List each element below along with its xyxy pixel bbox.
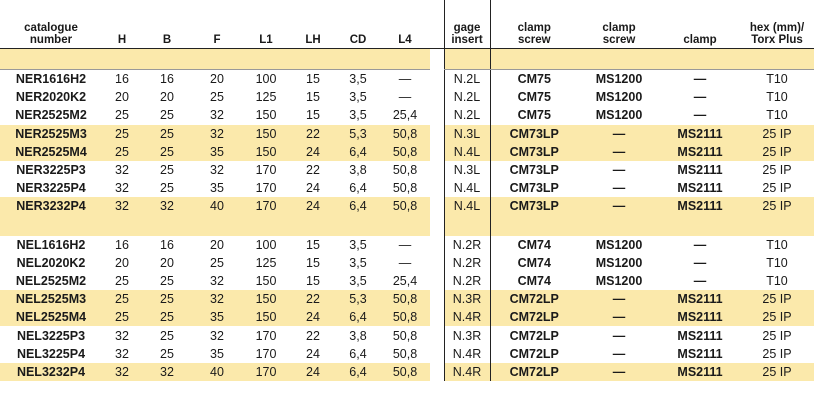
l1-value: 150	[242, 143, 290, 161]
h-value: 32	[102, 363, 142, 381]
spacer-cell	[740, 49, 814, 70]
hex-torx: 25 IP	[740, 363, 814, 381]
spacer-cell	[192, 49, 242, 70]
lh-value: 22	[306, 163, 320, 178]
gap	[430, 143, 444, 161]
l4-value: 50,8	[380, 125, 430, 143]
gap	[430, 125, 444, 143]
catalogue-number: NEL2525M4	[0, 308, 102, 326]
cd-value: 6,4	[336, 363, 380, 381]
gap	[430, 106, 444, 124]
clamp-screw-1: CM73LP	[490, 161, 578, 179]
catalogue-number: NER2525M4	[0, 143, 102, 161]
clamp-screw-1: CM72LP	[490, 363, 578, 381]
spacer-cell	[142, 216, 192, 236]
catalogue-number: NER3232P4	[0, 197, 102, 215]
f-value: 40	[192, 363, 242, 381]
clamp-screw-2: —	[612, 346, 626, 361]
gap	[430, 161, 444, 179]
catalogue-number: NEL1616H2	[16, 237, 86, 252]
hex-torx: 25 IP	[762, 181, 792, 196]
hex-torx: 25 IP	[762, 163, 792, 178]
catalogue-number: NEL2525M2	[15, 273, 87, 288]
catalogue-number: NER2525M3	[0, 125, 102, 143]
spacer-cell	[142, 49, 192, 70]
f-value: 32	[210, 328, 224, 343]
spacer-cell	[660, 216, 740, 236]
cd-value: 6,4	[336, 143, 380, 161]
spacer-cell	[102, 49, 142, 70]
b-value: 32	[142, 197, 192, 215]
lh-value: 15	[306, 273, 320, 288]
spacer-cell	[242, 49, 290, 70]
gage-insert: N.2R	[444, 254, 490, 272]
gap	[430, 70, 444, 89]
table-row	[0, 345, 814, 363]
spacer-cell	[444, 216, 490, 236]
cd-value: 3,8	[349, 328, 367, 343]
gage-insert: N.4L	[444, 197, 490, 215]
lh-value: 24	[290, 143, 336, 161]
cd-value: 3,5	[349, 108, 367, 123]
f-value: 32	[210, 108, 224, 123]
lh-value: 15	[306, 237, 320, 252]
hex-torx: 25 IP	[762, 346, 792, 361]
table-row	[0, 161, 814, 179]
h-value: 20	[115, 90, 129, 105]
table-row	[0, 236, 814, 254]
spacer-cell	[490, 216, 578, 236]
cd-value: 6,4	[336, 308, 380, 326]
clamp-screw-2: MS1200	[595, 255, 643, 270]
clamp-screw-2: —	[578, 143, 660, 161]
b-value: 25	[160, 328, 174, 343]
l1-value: 150	[242, 290, 290, 308]
group-spacer-row	[0, 216, 814, 236]
table-row	[0, 70, 814, 89]
clamp-screw-2: —	[578, 290, 660, 308]
h-value: 25	[102, 143, 142, 161]
f-value: 35	[192, 143, 242, 161]
hex-torx: T10	[766, 90, 788, 105]
l4-value: 50,8	[392, 346, 418, 361]
group-spacer-row	[0, 49, 814, 70]
f-value: 20	[210, 72, 224, 87]
clamp-value: MS2111	[660, 143, 740, 161]
gage-insert: N.2R	[444, 236, 490, 254]
spacer-cell	[380, 49, 430, 70]
hex-torx: T10	[766, 255, 788, 270]
catalogue-number: NER2020K2	[15, 90, 87, 105]
clamp-value: MS2111	[677, 346, 723, 361]
h-value: 25	[115, 108, 129, 123]
catalogue-number: NEL2525M3	[0, 290, 102, 308]
l4-value: 50,8	[380, 363, 430, 381]
l1-value: 125	[255, 90, 277, 105]
l1-value: 170	[255, 163, 277, 178]
cd-value: 3,5	[349, 237, 367, 252]
clamp-screw-1: CM75	[490, 88, 578, 106]
l1-value: 100	[255, 72, 277, 87]
gap	[430, 363, 444, 381]
hex-torx: T10	[766, 72, 788, 87]
gap	[430, 197, 444, 215]
clamp-screw-1: CM75	[490, 106, 578, 124]
header-clamp: clamp	[660, 0, 740, 49]
table-row	[0, 88, 814, 106]
catalogue-number: NER1616H2	[15, 72, 87, 87]
header-row	[0, 0, 814, 49]
clamp-value: MS2111	[677, 328, 723, 343]
clamp-value: MS2111	[660, 363, 740, 381]
spacer-cell	[578, 49, 660, 70]
l4-value: 25,4	[392, 108, 418, 123]
lh-value: 15	[306, 72, 320, 87]
b-value: 25	[142, 143, 192, 161]
b-value: 16	[160, 237, 174, 252]
clamp-screw-2: MS1200	[595, 90, 643, 105]
clamp-screw-1: CM73LP	[490, 179, 578, 197]
f-value: 32	[192, 290, 242, 308]
hex-torx: 25 IP	[740, 125, 814, 143]
f-value: 25	[210, 90, 224, 105]
clamp-screw-1: CM73LP	[490, 125, 578, 143]
clamp-screw-1: CM72LP	[490, 345, 578, 363]
cd-value: 5,3	[336, 290, 380, 308]
gage-insert: N.2L	[444, 70, 490, 89]
catalogue-number: NER3225P4	[16, 181, 86, 196]
l4-value: 50,8	[380, 290, 430, 308]
clamp-screw-2: MS1200	[595, 237, 643, 252]
clamp-screw-1: CM73LP	[490, 143, 578, 161]
gage-insert: N.4R	[444, 363, 490, 381]
clamp-screw-2: —	[578, 197, 660, 215]
gage-insert: N.2R	[444, 272, 490, 290]
f-value: 35	[210, 346, 224, 361]
clamp-screw-1: CM74	[490, 272, 578, 290]
catalogue-number: NEL3225P4	[16, 346, 86, 361]
l4-value: 25,4	[392, 273, 418, 288]
gage-insert: N.3L	[444, 161, 490, 179]
gage-insert: N.2L	[444, 106, 490, 124]
l1-value: 170	[242, 197, 290, 215]
clamp-value: —	[693, 72, 707, 87]
spacer-cell	[0, 49, 102, 70]
gap	[430, 290, 444, 308]
gage-insert: N.4R	[444, 345, 490, 363]
hex-torx: 25 IP	[762, 328, 792, 343]
l1-value: 170	[242, 363, 290, 381]
spacer-cell	[0, 216, 102, 236]
l4-value: —	[398, 72, 412, 87]
clamp-value: MS2111	[677, 181, 723, 196]
h-value: 16	[115, 72, 129, 87]
table-row	[0, 125, 814, 143]
hex-torx: T10	[766, 237, 788, 252]
l4-value: 50,8	[380, 308, 430, 326]
gage-insert: N.3R	[444, 326, 490, 344]
h-value: 25	[115, 273, 129, 288]
h-value: 32	[115, 328, 129, 343]
gap	[430, 88, 444, 106]
table-row	[0, 363, 814, 381]
spacer-cell	[290, 216, 336, 236]
b-value: 25	[142, 290, 192, 308]
h-value: 20	[115, 255, 129, 270]
clamp-screw-2: MS1200	[595, 273, 643, 288]
clamp-screw-2: —	[578, 308, 660, 326]
gage-insert: N.3L	[444, 125, 490, 143]
l4-value: 50,8	[380, 143, 430, 161]
spacer-cell	[430, 216, 444, 236]
clamp-value: —	[693, 237, 707, 252]
l1-value: 150	[242, 125, 290, 143]
b-value: 25	[160, 181, 174, 196]
clamp-value: MS2111	[660, 290, 740, 308]
l4-value: —	[398, 255, 412, 270]
gage-insert: N.4L	[444, 143, 490, 161]
clamp-screw-1: CM74	[490, 254, 578, 272]
h-value: 32	[115, 163, 129, 178]
hex-torx: T10	[766, 273, 788, 288]
table-row	[0, 106, 814, 124]
header-l4: L4	[380, 0, 430, 49]
l1-value: 170	[255, 328, 277, 343]
h-value: 25	[102, 125, 142, 143]
l4-value: 50,8	[380, 197, 430, 215]
table-row	[0, 179, 814, 197]
f-value: 32	[210, 273, 224, 288]
table-row	[0, 272, 814, 290]
b-value: 25	[160, 346, 174, 361]
h-value: 16	[115, 237, 129, 252]
clamp-screw-1: CM73LP	[490, 197, 578, 215]
f-value: 32	[210, 163, 224, 178]
b-value: 32	[142, 363, 192, 381]
spacer-cell	[290, 49, 336, 70]
header-b: B	[142, 0, 192, 49]
header-gage-insert: gage insert	[444, 0, 490, 49]
l1-value: 125	[255, 255, 277, 270]
clamp-screw-1: CM72LP	[490, 290, 578, 308]
gage-insert: N.4L	[444, 179, 490, 197]
table-row	[0, 143, 814, 161]
table-row	[0, 254, 814, 272]
spacer-cell	[336, 216, 380, 236]
gap	[430, 254, 444, 272]
header-l1: L1	[242, 0, 290, 49]
h-value: 25	[102, 290, 142, 308]
spacer-cell	[490, 49, 578, 70]
lh-value: 15	[306, 255, 320, 270]
spacer-cell	[430, 49, 444, 70]
table-row	[0, 326, 814, 344]
cd-value: 3,5	[349, 90, 367, 105]
catalogue-number: NEL2020K2	[16, 255, 86, 270]
catalogue-number: NEL3232P4	[0, 363, 102, 381]
gap	[430, 236, 444, 254]
b-value: 25	[160, 108, 174, 123]
clamp-value: MS2111	[677, 163, 723, 178]
clamp-screw-2: —	[578, 363, 660, 381]
cd-value: 3,8	[349, 163, 367, 178]
h-value: 32	[115, 181, 129, 196]
cd-value: 6,4	[336, 197, 380, 215]
lh-value: 22	[290, 290, 336, 308]
gage-insert: N.4R	[444, 308, 490, 326]
lh-value: 24	[290, 308, 336, 326]
gap	[430, 272, 444, 290]
clamp-screw-1: CM75	[490, 70, 578, 89]
spacer-cell	[380, 216, 430, 236]
clamp-screw-2: —	[612, 181, 626, 196]
f-value: 25	[210, 255, 224, 270]
l4-value: —	[398, 237, 412, 252]
b-value: 16	[160, 72, 174, 87]
lh-value: 22	[290, 125, 336, 143]
clamp-value: —	[693, 255, 707, 270]
spacer-cell	[242, 216, 290, 236]
gap	[430, 345, 444, 363]
cd-value: 3,5	[349, 273, 367, 288]
header-hex-torx: hex (mm)/ Torx Plus	[740, 0, 814, 49]
lh-value: 15	[306, 90, 320, 105]
header-lh: LH	[290, 0, 336, 49]
header-h: H	[102, 0, 142, 49]
l1-value: 150	[242, 308, 290, 326]
l4-value: 50,8	[392, 328, 418, 343]
h-value: 32	[115, 346, 129, 361]
lh-value: 24	[306, 346, 320, 361]
clamp-screw-2: MS1200	[595, 72, 643, 87]
hex-torx: T10	[766, 108, 788, 123]
clamp-value: —	[693, 273, 707, 288]
clamp-screw-2: MS1200	[595, 108, 643, 123]
spacer-cell	[578, 216, 660, 236]
l1-value: 150	[255, 108, 277, 123]
lh-value: 24	[290, 197, 336, 215]
lh-value: 24	[306, 181, 320, 196]
l4-value: 50,8	[392, 163, 418, 178]
l1-value: 100	[255, 237, 277, 252]
b-value: 20	[160, 90, 174, 105]
hex-torx: 25 IP	[740, 143, 814, 161]
clamp-screw-2: —	[578, 125, 660, 143]
clamp-value: MS2111	[660, 308, 740, 326]
spacer-cell	[336, 49, 380, 70]
hex-torx: 25 IP	[740, 197, 814, 215]
spacer-cell	[740, 216, 814, 236]
b-value: 20	[160, 255, 174, 270]
header-cd: CD	[336, 0, 380, 49]
lh-value: 15	[306, 108, 320, 123]
clamp-value: —	[693, 90, 707, 105]
catalogue-number: NER2525M2	[15, 108, 87, 123]
f-value: 35	[192, 308, 242, 326]
b-value: 25	[160, 273, 174, 288]
clamp-screw-1: CM72LP	[490, 326, 578, 344]
hex-torx: 25 IP	[740, 290, 814, 308]
cd-value: 6,4	[349, 346, 367, 361]
clamp-value: MS2111	[660, 197, 740, 215]
clamp-screw-1: CM72LP	[490, 308, 578, 326]
l4-value: —	[398, 90, 412, 105]
cd-value: 6,4	[349, 181, 367, 196]
gap	[430, 326, 444, 344]
gap	[430, 179, 444, 197]
spacer-cell	[444, 49, 490, 70]
spacer-cell	[660, 49, 740, 70]
b-value: 25	[142, 308, 192, 326]
cd-value: 3,5	[349, 255, 367, 270]
header-clamp-screw-2: clamp screw	[578, 0, 660, 49]
gage-insert: N.2L	[444, 88, 490, 106]
header-clamp-screw-1: clamp screw	[490, 0, 578, 49]
clamp-screw-1: CM74	[490, 236, 578, 254]
f-value: 35	[210, 181, 224, 196]
header-gap	[430, 0, 444, 49]
b-value: 25	[142, 125, 192, 143]
l1-value: 170	[255, 346, 277, 361]
cd-value: 5,3	[336, 125, 380, 143]
catalogue-number: NER3225P3	[16, 163, 86, 178]
cd-value: 3,5	[349, 72, 367, 87]
clamp-screw-2: —	[612, 328, 626, 343]
clamp-value: MS2111	[660, 125, 740, 143]
catalogue-number: NEL3225P3	[16, 328, 86, 343]
b-value: 25	[160, 163, 174, 178]
header-f: F	[192, 0, 242, 49]
l4-value: 50,8	[392, 181, 418, 196]
h-value: 25	[102, 308, 142, 326]
lh-value: 24	[290, 363, 336, 381]
f-value: 32	[192, 125, 242, 143]
table-body	[0, 49, 814, 382]
gage-insert: N.3R	[444, 290, 490, 308]
table-row	[0, 308, 814, 326]
lh-value: 22	[306, 328, 320, 343]
l1-value: 170	[255, 181, 277, 196]
l1-value: 150	[255, 273, 277, 288]
h-value: 32	[102, 197, 142, 215]
f-value: 20	[210, 237, 224, 252]
spacer-cell	[102, 216, 142, 236]
hex-torx: 25 IP	[740, 308, 814, 326]
clamp-screw-2: —	[612, 163, 626, 178]
table-row	[0, 290, 814, 308]
clamp-value: —	[693, 108, 707, 123]
table-row	[0, 197, 814, 215]
header-catalogue-number: catalogue number	[0, 0, 102, 49]
f-value: 40	[192, 197, 242, 215]
gap	[430, 308, 444, 326]
spacer-cell	[192, 216, 242, 236]
